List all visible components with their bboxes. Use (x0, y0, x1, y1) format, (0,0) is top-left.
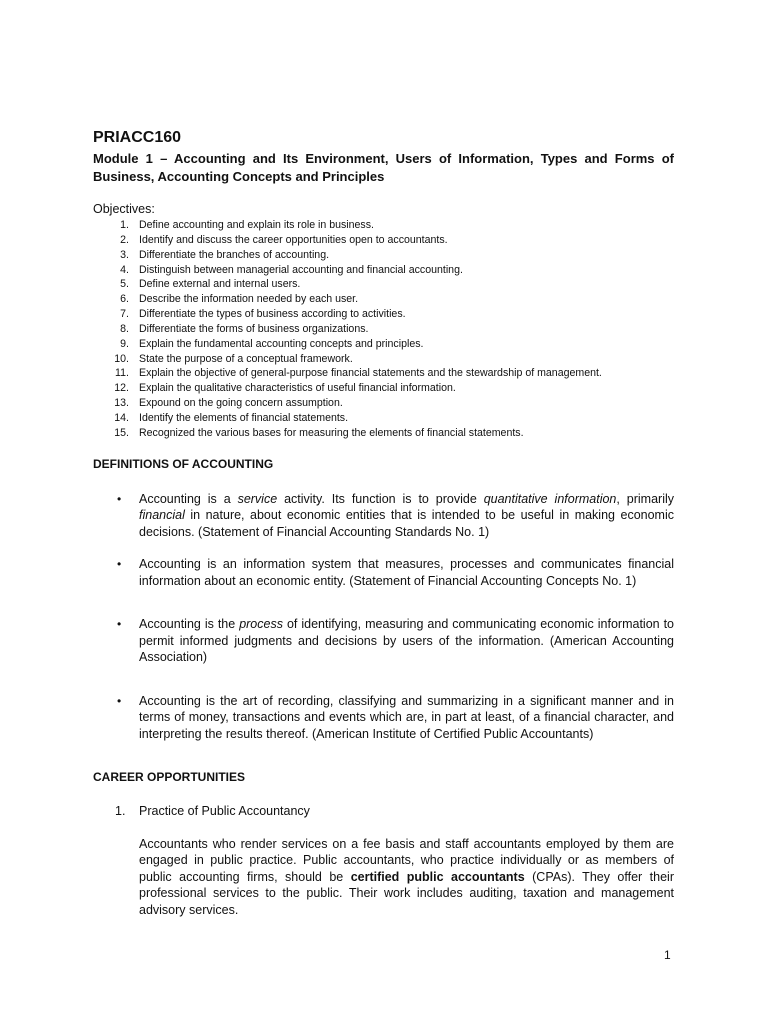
list-item: 4. Distinguish between managerial accounting and financial accounting. (120, 263, 463, 276)
list-item: 5. Define external and internal users. (120, 278, 301, 291)
list-item: 12. Explain the qualitative characteristics of useful financial information. (114, 382, 456, 395)
definitions-list (93, 491, 674, 743)
definition-item: • Accounting is an information system that measures, processes and communicates financial information about an economic entity. (Statement of Financial Accounting Concepts No. 1) (117, 557, 674, 588)
list-item: 11. Explain the objective of general-purpose financial statements and the stewardship of management. (115, 367, 602, 380)
bullet-icon: • (117, 557, 122, 572)
career-paragraph: Accountants who render services on a fee basis and staff accountants employed by them are engaged in public practice. Public accountants, who practice individually or as members of public accounting firms, should be certified public accountants (CPAs). They offer their professional services to the public. Their work includes auditing, taxation and management advisory services. (139, 836, 674, 917)
list-item: 6. Describe the information needed by each user. (120, 293, 359, 306)
list-item: 15. Recognized the various bases for measuring the elements of financial statements. (114, 426, 524, 439)
bullet-icon: • (117, 617, 122, 632)
module-title: Module 1 – Accounting and Its Environment, Users of Information, Types and Forms of Business, Accounting Concepts and Principles (93, 151, 674, 184)
list-item: 9. Explain the fundamental accounting concepts and principles. (120, 337, 424, 350)
definition-item: • Accounting is a service activity. Its function is to provide quantitative information, primarily financial in nature, about economic entities that is intended to be useful in making economic decisions. (Statement of Financial Accounting Standards No. 1) (117, 491, 674, 539)
list-item: 7. Differentiate the types of business according to activities. (120, 308, 406, 321)
list-item: 8. Differentiate the forms of business organizations. (120, 322, 369, 335)
list-item: 1. Define accounting and explain its role in business. (120, 219, 374, 231)
list-item: 13. Expound on the going concern assumption. (114, 397, 343, 410)
page-number: 1 (664, 948, 671, 962)
definitions-heading: DEFINITIONS OF ACCOUNTING (93, 456, 274, 471)
objectives-label: Objectives: (93, 202, 155, 216)
course-code: PRIACC160 (93, 129, 182, 146)
career-item: 1. Practice of Public Accountancy (115, 804, 310, 819)
list-item: 10. State the purpose of a conceptual framework. (114, 352, 353, 365)
bullet-icon: • (117, 491, 122, 506)
definition-item: • Accounting is the process of identifying, measuring and communicating economic information to permit informed judgments and decisions by users of the information. (American Accounting Association) (117, 617, 674, 665)
definition-item: • Accounting is the art of recording, classifying and summarizing in a significant manner and in terms of money, transactions and events which are, in part at least, of a financial character, and interpreting the results thereof. (American Institute of Certified Public Accountants) (117, 693, 674, 741)
objectives-list (93, 218, 674, 441)
list-item: 3. Differentiate the branches of accounting. (120, 248, 330, 261)
list-item: 2. Identify and discuss the career opportunities open to accountants. (120, 233, 448, 246)
career-heading: CAREER OPPORTUNITIES (93, 770, 246, 785)
document-page (93, 128, 674, 918)
bullet-icon: • (117, 693, 122, 708)
list-item: 14. Identify the elements of financial statements. (114, 411, 349, 424)
